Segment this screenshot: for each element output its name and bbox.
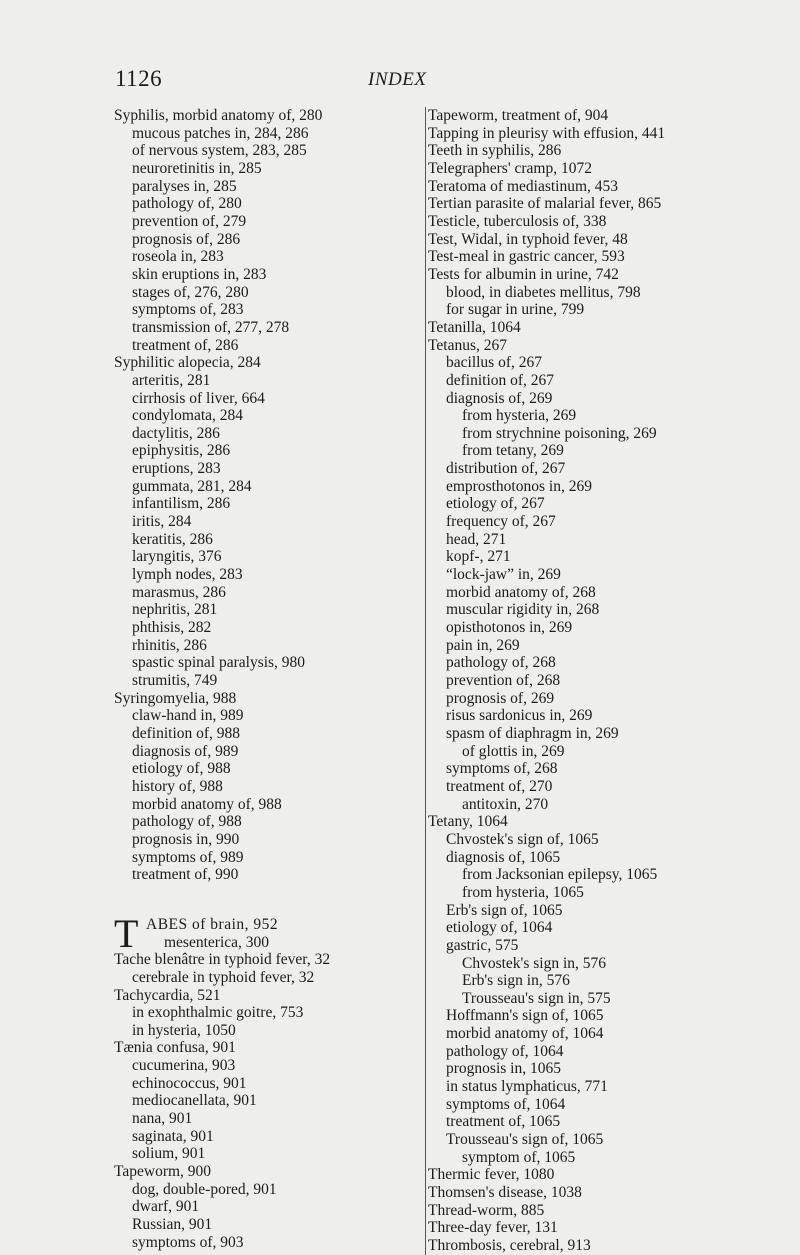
index-subentry: morbid anatomy of, 268 bbox=[446, 583, 596, 601]
index-heading: Tetanus, 267 bbox=[428, 336, 507, 354]
index-subentry: diagnosis of, 989 bbox=[132, 742, 239, 760]
index-subentry: gummata, 281, 284 bbox=[132, 477, 252, 495]
index-subentry: transmission of, 277, 278 bbox=[132, 318, 290, 336]
section-gap bbox=[114, 884, 404, 916]
index-subentry: Trousseau's sign in, 575 bbox=[462, 989, 611, 1007]
index-subentry: pathology of, 988 bbox=[132, 813, 242, 831]
index-subentry: neuroretinitis in, 285 bbox=[132, 159, 262, 177]
index-subentry: symptoms of, 903 bbox=[132, 1233, 244, 1251]
index-subentry: blood, in diabetes mellitus, 798 bbox=[446, 283, 641, 301]
index-subentry: Trousseau's sign of, 1065 bbox=[446, 1131, 604, 1149]
index-heading: Tetany, 1064 bbox=[428, 813, 508, 831]
index-subentry: echinococcus, 901 bbox=[132, 1074, 247, 1092]
index-subentry: iritis, 284 bbox=[132, 513, 192, 531]
index-subentry: prognosis in, 990 bbox=[132, 830, 240, 848]
index-column-right bbox=[425, 107, 788, 1255]
index-subentry: cucumerina, 903 bbox=[132, 1057, 236, 1075]
index-heading: Syphilitic alopecia, 284 bbox=[114, 354, 261, 372]
index-subentry: nephritis, 281 bbox=[132, 601, 218, 619]
entries-before-section bbox=[114, 107, 404, 884]
index-subentry: treatment of, 286 bbox=[132, 336, 239, 354]
index-heading: Tapeworm, treatment of, 904 bbox=[428, 107, 609, 124]
section-t-start bbox=[114, 910, 404, 956]
index-subentry: spastic spinal paralysis, 980 bbox=[132, 654, 306, 672]
index-heading: Test, Widal, in typhoid fever, 48 bbox=[428, 230, 628, 248]
index-subentry: in status lymphaticus, 771 bbox=[446, 1078, 608, 1096]
index-heading: Tache blenâtre in typhoid fever, 32 bbox=[114, 951, 331, 969]
index-heading: Three-day fever, 131 bbox=[428, 1219, 558, 1237]
index-heading: Testicle, tuberculosis of, 338 bbox=[428, 212, 607, 230]
index-subentry: saginata, 901 bbox=[132, 1127, 214, 1145]
index-subentry: frequency of, 267 bbox=[446, 513, 556, 531]
entries-right bbox=[428, 107, 788, 1255]
index-subentry: from Jacksonian epilepsy, 1065 bbox=[462, 866, 658, 884]
index-subentry: treatment of, 990 bbox=[132, 866, 239, 884]
index-subentry: from tetany, 269 bbox=[462, 442, 564, 460]
index-subentry: laryngitis, 376 bbox=[132, 548, 222, 566]
index-heading: Syphilis, morbid anatomy of, 280 bbox=[114, 107, 323, 124]
index-heading: Thermic fever, 1080 bbox=[428, 1166, 555, 1184]
index-column-left bbox=[114, 107, 404, 1251]
index-subentry: claw-hand in, 989 bbox=[132, 707, 244, 725]
index-subentry: Russian, 901 bbox=[132, 1216, 213, 1234]
index-subentry: symptoms of, 268 bbox=[446, 760, 558, 778]
index-subentry: history of, 988 bbox=[132, 777, 223, 795]
index-subentry: muscular rigidity in, 268 bbox=[446, 601, 600, 619]
index-subentry: symptoms of, 283 bbox=[132, 301, 244, 319]
index-subentry: symptom of, 1065 bbox=[462, 1148, 576, 1166]
index-subentry: epiphysitis, 286 bbox=[132, 442, 231, 460]
index-subentry: prognosis in, 1065 bbox=[446, 1060, 561, 1078]
index-subentry: marasmus, 286 bbox=[132, 583, 226, 601]
index-subentry: in hysteria, 1050 bbox=[132, 1021, 236, 1039]
index-subentry: Erb's sign of, 1065 bbox=[446, 901, 563, 919]
index-subentry: diagnosis of, 269 bbox=[446, 389, 553, 407]
index-subentry: etiology of, 267 bbox=[446, 495, 545, 513]
index-subentry: etiology of, 988 bbox=[132, 760, 231, 778]
index-subentry: “lock-jaw” in, 269 bbox=[446, 566, 561, 584]
index-heading: Teratoma of mediastinum, 453 bbox=[428, 177, 619, 195]
index-subentry: morbid anatomy of, 1064 bbox=[446, 1025, 604, 1043]
index-subentry: of nervous system, 283, 285 bbox=[132, 142, 307, 160]
entries-after-section bbox=[114, 951, 404, 1251]
page-number: 1126 bbox=[115, 66, 163, 91]
index-subentry: infantilism, 286 bbox=[132, 495, 231, 513]
index-subentry: from hysteria, 1065 bbox=[462, 883, 584, 901]
index-subentry: lymph nodes, 283 bbox=[132, 566, 243, 584]
index-subentry: symptoms of, 1064 bbox=[446, 1095, 566, 1113]
index-subentry: Hoffmann's sign of, 1065 bbox=[446, 1007, 604, 1025]
index-subentry: strumitis, 749 bbox=[132, 672, 218, 689]
index-subentry: spasm of diaphragm in, 269 bbox=[446, 724, 619, 742]
index-subentry: treatment of, 270 bbox=[446, 777, 553, 795]
index-subentry: solium, 901 bbox=[132, 1145, 206, 1163]
index-heading: Tænia confusa, 901 bbox=[114, 1039, 236, 1057]
index-subentry: kopf-, 271 bbox=[446, 548, 511, 566]
index-subentry: from hysteria, 269 bbox=[462, 407, 577, 425]
index-heading: Tapping in pleurisy with effusion, 441 bbox=[428, 124, 666, 142]
index-subentry: phthisis, 282 bbox=[132, 619, 212, 637]
index-subentry: definition of, 267 bbox=[446, 371, 555, 389]
index-subentry: eruptions, 283 bbox=[132, 460, 221, 478]
index-subentry: diagnosis of, 1065 bbox=[446, 848, 561, 866]
index-subentry: prevention of, 268 bbox=[446, 672, 561, 689]
index-heading: Tertian parasite of malarial fever, 865 bbox=[428, 195, 662, 213]
index-subentry: opisthotonos in, 269 bbox=[446, 619, 573, 637]
index-subentry: arteritis, 281 bbox=[132, 371, 211, 389]
index-subentry: pathology of, 268 bbox=[446, 654, 556, 672]
index-heading: Tetanilla, 1064 bbox=[428, 318, 521, 336]
index-heading: Thread-worm, 885 bbox=[428, 1201, 545, 1219]
index-heading: Tachycardia, 521 bbox=[114, 986, 221, 1004]
index-subentry: gastric, 575 bbox=[446, 936, 519, 954]
index-heading: Syringomyelia, 988 bbox=[114, 689, 237, 707]
running-head: INDEX bbox=[368, 69, 427, 90]
index-subentry: from strychnine poisoning, 269 bbox=[462, 424, 657, 442]
index-subentry: Erb's sign in, 576 bbox=[462, 972, 570, 990]
index-heading: Test-meal in gastric cancer, 593 bbox=[428, 248, 625, 266]
index-subentry: definition of, 988 bbox=[132, 724, 241, 742]
index-subentry: paralyses in, 285 bbox=[132, 177, 237, 195]
index-subentry: in exophthalmic goitre, 753 bbox=[132, 1004, 304, 1022]
index-subentry: for sugar in urine, 799 bbox=[446, 301, 585, 319]
index-heading: Teeth in syphilis, 286 bbox=[428, 142, 562, 160]
index-subentry: cirrhosis of liver, 664 bbox=[132, 389, 265, 407]
index-subentry: nana, 901 bbox=[132, 1110, 193, 1128]
index-subentry: mucous patches in, 284, 286 bbox=[132, 124, 309, 142]
index-subentry: rhinitis, 286 bbox=[132, 636, 207, 654]
index-subentry: condylomata, 284 bbox=[132, 407, 244, 425]
index-subentry: antitoxin, 270 bbox=[462, 795, 549, 813]
index-subentry: of glottis in, 269 bbox=[462, 742, 565, 760]
index-subentry: dwarf, 901 bbox=[132, 1198, 200, 1216]
index-subentry: treatment of, 1065 bbox=[446, 1113, 561, 1131]
index-subentry: mediocanellata, 901 bbox=[132, 1092, 257, 1110]
index-entry: mesenterica, 300 bbox=[164, 933, 270, 951]
index-entry: ABES of brain, 952 bbox=[146, 915, 279, 933]
index-subentry: risus sardonicus in, 269 bbox=[446, 707, 593, 725]
index-subentry: morbid anatomy of, 988 bbox=[132, 795, 282, 813]
index-subentry: Chvostek's sign of, 1065 bbox=[446, 830, 599, 848]
index-subentry: emprosthotonos in, 269 bbox=[446, 477, 592, 495]
index-subentry: distribution of, 267 bbox=[446, 460, 566, 478]
index-heading: Telegraphers' cramp, 1072 bbox=[428, 159, 592, 177]
index-subentry: skin eruptions in, 283 bbox=[132, 265, 267, 283]
index-subentry: pain in, 269 bbox=[446, 636, 520, 654]
index-heading: Tests for albumin in urine, 742 bbox=[428, 265, 619, 283]
index-subentry: keratitis, 286 bbox=[132, 530, 213, 548]
index-subentry: cerebrale in typhoid fever, 32 bbox=[132, 968, 315, 986]
index-subentry: pathology of, 280 bbox=[132, 195, 242, 213]
index-subentry: dactylitis, 286 bbox=[132, 424, 220, 442]
index-subentry: dog, double-pored, 901 bbox=[132, 1180, 277, 1198]
drop-cap: T bbox=[114, 910, 139, 956]
index-subentry: stages of, 276, 280 bbox=[132, 283, 249, 301]
index-heading: Thrombosis, cerebral, 913 bbox=[428, 1237, 591, 1254]
index-subentry: roseola in, 283 bbox=[132, 248, 224, 266]
index-subentry: head, 271 bbox=[446, 530, 507, 548]
index-subentry: etiology of, 1064 bbox=[446, 919, 553, 937]
index-subentry: Chvostek's sign in, 576 bbox=[462, 954, 607, 972]
index-heading: Tapeworm, 900 bbox=[114, 1163, 212, 1181]
index-subentry: prevention of, 279 bbox=[132, 212, 247, 230]
index-heading: Thomsen's disease, 1038 bbox=[428, 1184, 582, 1202]
index-subentry: symptoms of, 989 bbox=[132, 848, 244, 866]
index-subentry: prognosis of, 286 bbox=[132, 230, 241, 248]
index-subentry: pathology of, 1064 bbox=[446, 1042, 564, 1060]
index-subentry: bacillus of, 267 bbox=[446, 354, 542, 372]
index-subentry: prognosis of, 269 bbox=[446, 689, 555, 707]
